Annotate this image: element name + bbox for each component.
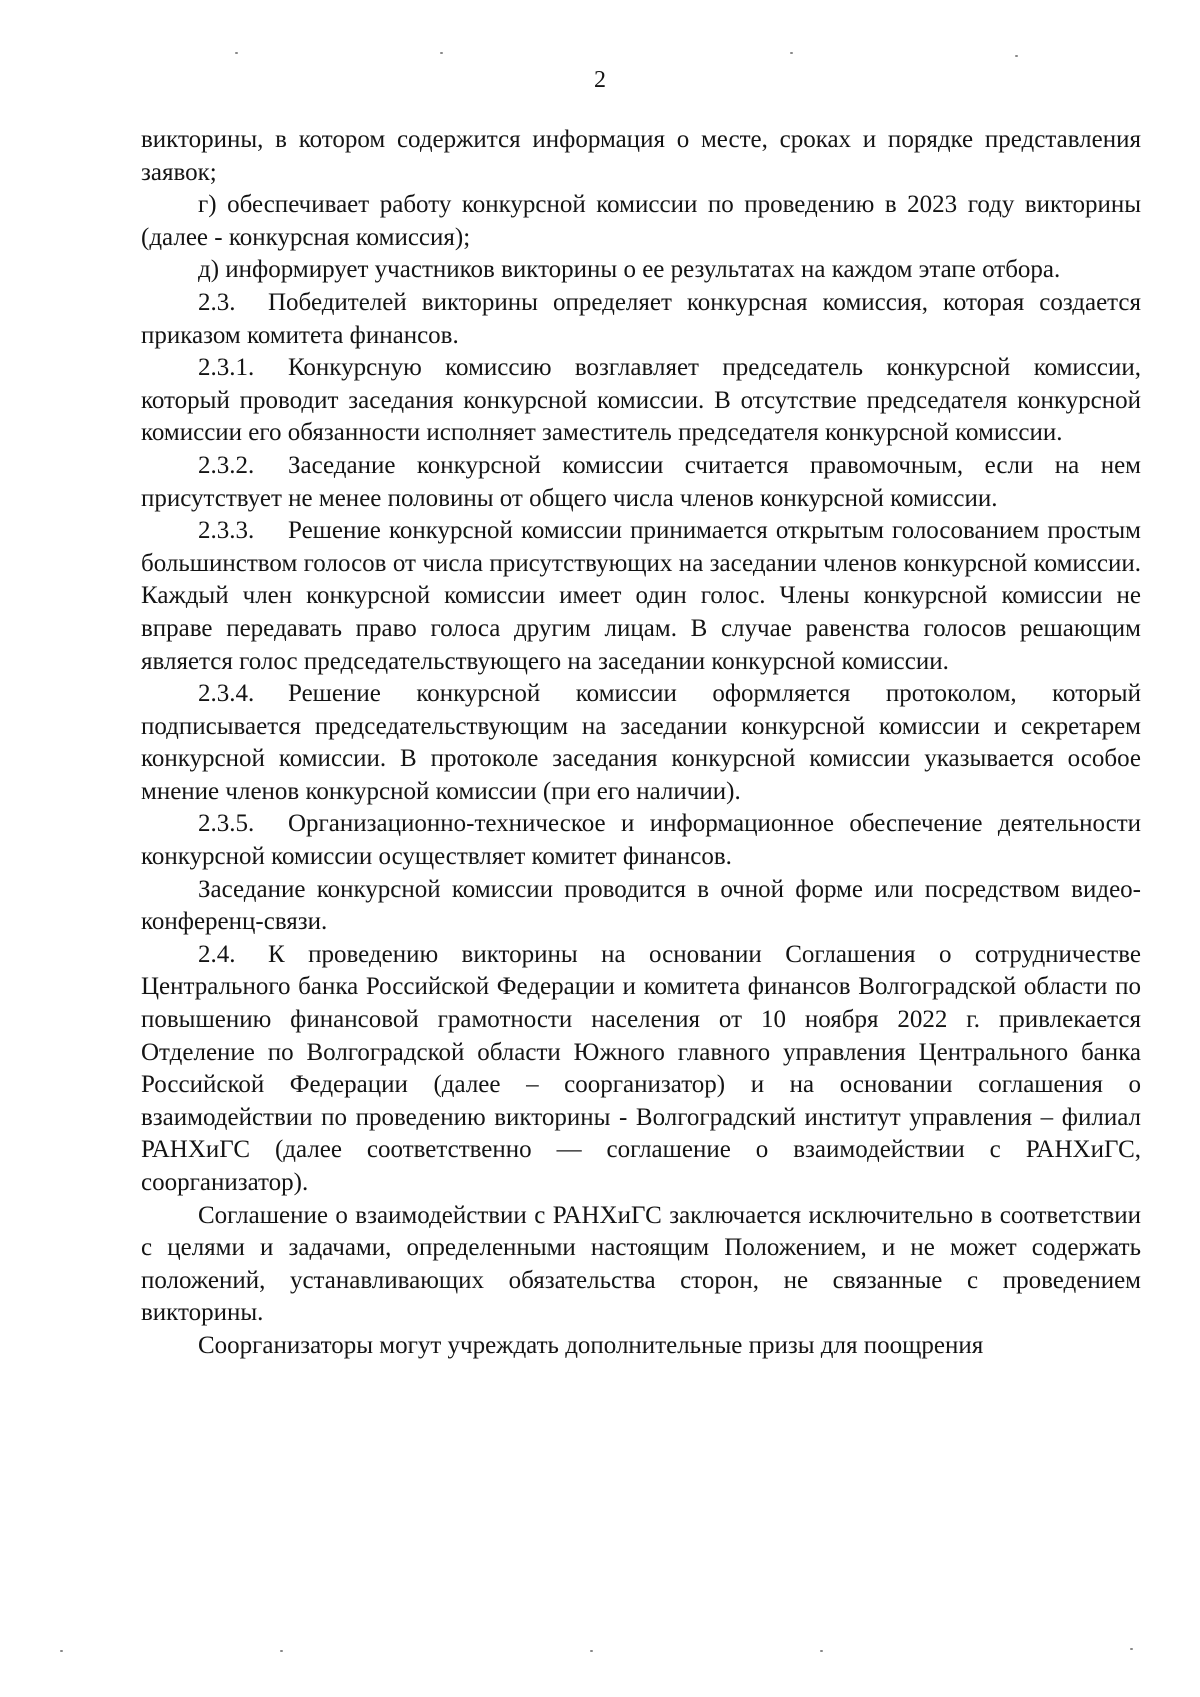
clause-2-3 — [141, 287, 1141, 352]
scan-speck — [1015, 55, 1018, 57]
clause-number: 2.3.5. — [198, 810, 255, 838]
clause-2-3-5 — [141, 808, 1141, 873]
clause-2-3-1 — [141, 352, 1141, 450]
paragraph-co-organizers: Соорганизаторы могут учреждать дополнительные призы для поощрения — [198, 1331, 984, 1359]
clause-2-3-4 — [141, 678, 1141, 808]
clause-text: Решение конкурсной комиссии оформляется протоколом, который подписывается председательствующим на заседании конкурсной комиссии и секретарем конкурсной комиссии. В протоколе заседания конкурсной комиссии указывается особое мнение членов конкурсной комиссии (при его наличии). — [141, 680, 1141, 805]
document-body — [141, 124, 1141, 1363]
clause-number: 2.3.4. — [198, 680, 255, 708]
scan-speck — [1130, 1648, 1133, 1650]
scan-speck — [235, 52, 238, 54]
paragraph-item-g: г) обеспечивает работу конкурсной комиссии по проведению в 2023 году викторины (далее - конкурсная комиссия); — [141, 191, 1141, 251]
clause-2-4 — [141, 939, 1141, 1200]
scan-speck — [280, 1650, 283, 1652]
paragraph-meeting-form: Заседание конкурсной комиссии проводится в очной форме или посредством видео-конференц-связи. — [141, 875, 1141, 936]
paragraph-item-d: д) информирует участников викторины о ее результатах на каждом этапе отбора. — [198, 256, 1061, 284]
clause-text: Конкурсную комиссию возглавляет председатель конкурсной комиссии, который проводит заседания конкурсной комиссии. В отсутствие председателя конкурсной комиссии его обязанности исполняет заместитель председателя конкурсной комиссии. — [141, 354, 1141, 447]
clause-text: Победителей викторины определяет конкурсная комиссия, которая создается приказом комитета финансов. — [141, 288, 1141, 349]
clause-2-3-3 — [141, 515, 1141, 678]
scan-speck — [440, 52, 443, 54]
clause-number: 2.3. — [198, 288, 236, 316]
scan-speck — [60, 1650, 63, 1652]
clause-text: Решение конкурсной комиссии принимается открытым голосованием простым большинством голосов от числа присутствующих на заседании членов конкурсной комиссии. Каждый член конкурсной комиссии имеет один голос. Члены конкурсной комиссии не вправе передавать право голоса другим лицам. В случае равенства голосов решающим является голос председательствующего на заседании конкурсной комиссии. — [141, 517, 1141, 675]
clause-text: Организационно-техническое и информационное обеспечение деятельности конкурсной комиссии осуществляет комитет финансов. — [141, 810, 1141, 871]
clause-text: Заседание конкурсной комиссии считается правомочным, если на нем присутствует не менее половины от общего числа членов конкурсной комиссии. — [141, 451, 1141, 512]
clause-number: 2.3.1. — [198, 354, 255, 382]
scan-speck — [820, 1650, 823, 1652]
paragraph-agreement: Соглашение о взаимодействии с РАНХиГС заключается исключительно в соответствии с целями и задачами, определенными настоящим Положением, и не может содержать положений, устанавливающих обязательства сторон, не связанные с проведением викторины. — [141, 1201, 1141, 1327]
page-number: 2 — [594, 67, 606, 93]
clause-number: 2.4. — [198, 940, 236, 968]
paragraph-continuation: викторины, в котором содержится информация о месте, сроках и порядке представления заявок; — [141, 126, 1141, 186]
clause-number: 2.3.2. — [198, 451, 255, 479]
scan-speck — [790, 52, 793, 54]
clause-number: 2.3.3. — [198, 517, 255, 545]
clause-text: К проведению викторины на основании Соглашения о сотрудничестве Центрального банка Российской Федерации и комитета финансов Волгоградской области по повышению финансовой грамотности населения от 10 ноября 2022 г. привлекается Отделение по Волгоградской области Южного главного управления Центрального банка Российской Федерации (далее – соорганизатор) и на основании соглашения о взаимодействии по проведению викторины - Волгоградский институт управления – филиал РАНХиГС (далее соответственно — соглашение о взаимодействии с РАНХиГС, соорганизатор). — [141, 940, 1141, 1196]
scan-speck — [590, 1650, 593, 1652]
clause-2-3-2 — [141, 450, 1141, 515]
